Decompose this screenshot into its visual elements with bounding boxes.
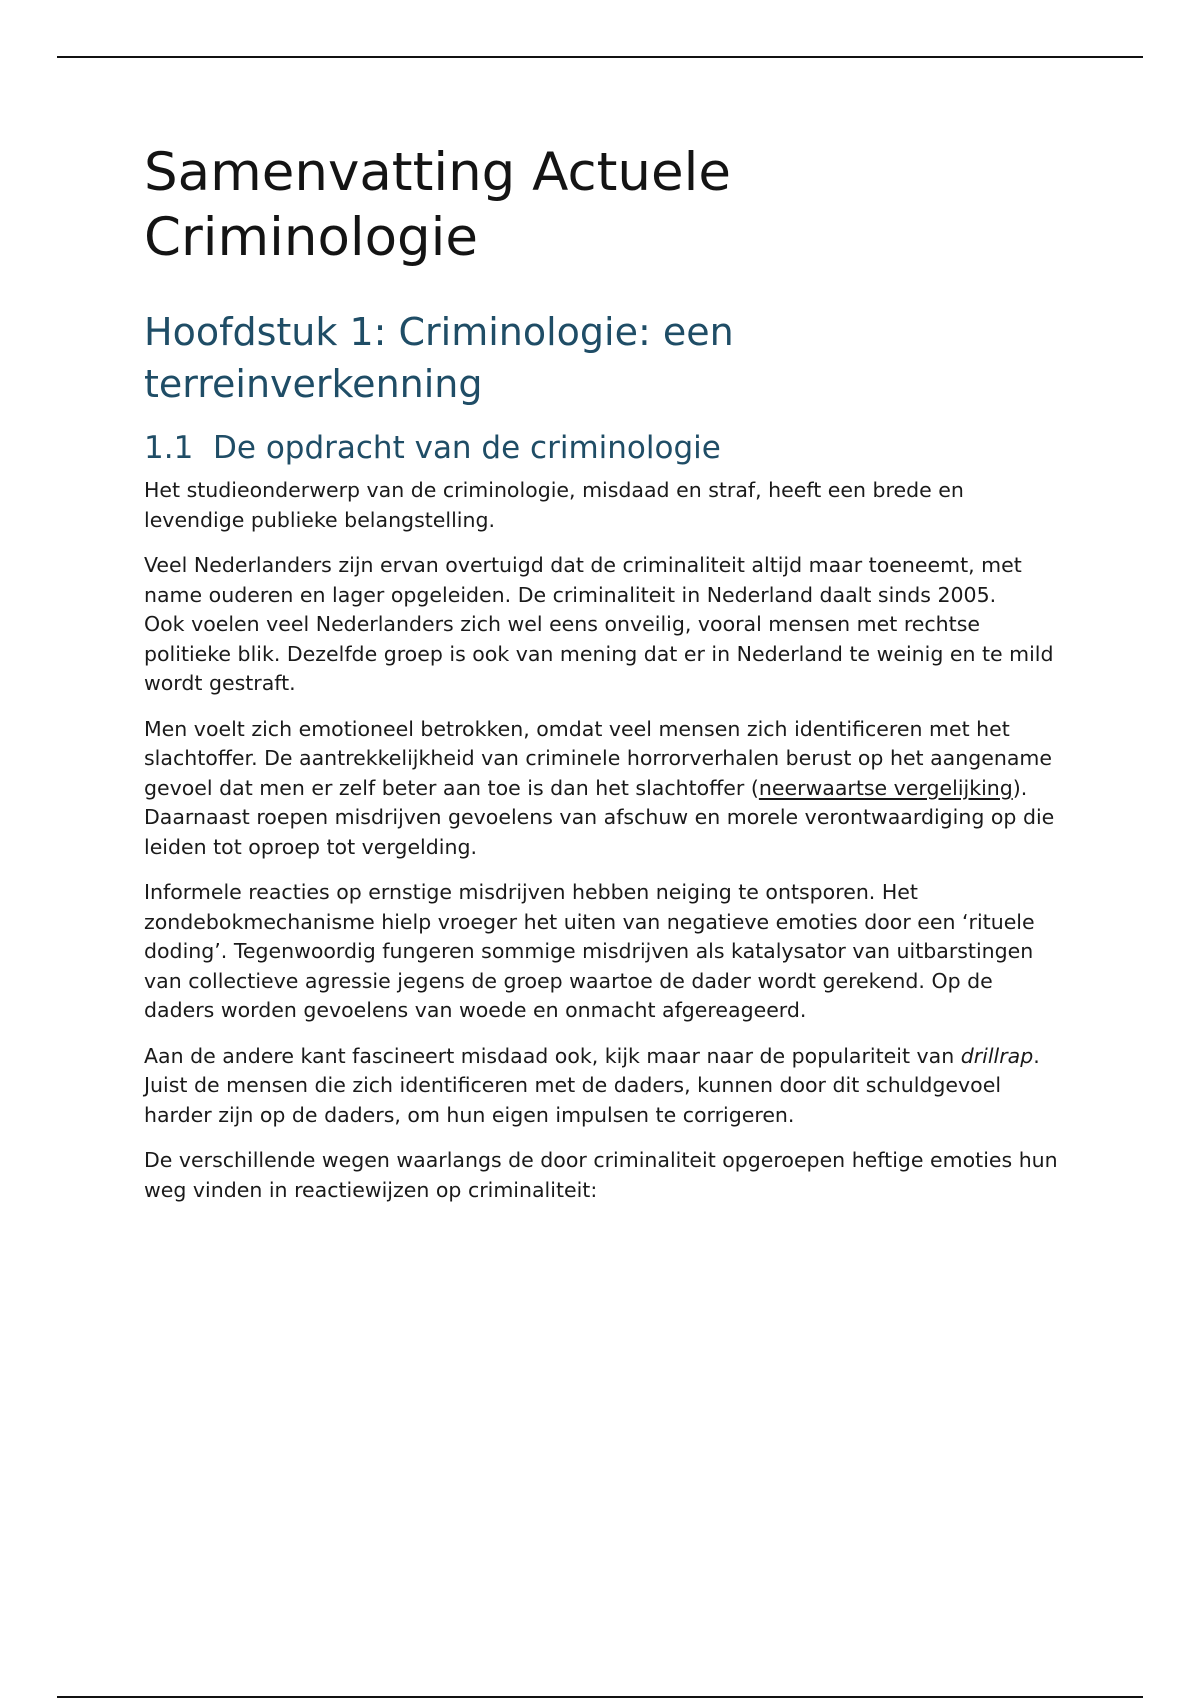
section-number: 1.1 <box>144 430 194 466</box>
footer-rule <box>57 1696 1143 1698</box>
paragraph-5 <box>144 1042 1064 1131</box>
section-heading <box>144 428 1064 468</box>
paragraph-6: De verschillende wegen waarlangs de door criminaliteit opgeroepen heftige emoties hun weg vinden in reactiewijzen op criminaliteit: <box>144 1148 1058 1202</box>
paragraph-3-part-b: Daarnaast roepen misdrijven gevoelens van afschuw en morele verontwaardiging op die leiden tot oproep tot vergelding. <box>144 805 1055 859</box>
document-title-line2: Criminologie <box>144 207 479 268</box>
italic-term: drillrap <box>960 1043 1034 1068</box>
underlined-term: neerwaartse vergelijking <box>758 775 1013 800</box>
section-title: De opdracht van de criminologie <box>213 430 721 466</box>
paragraph-1: Het studieonderwerp van de criminologie, misdaad en straf, heeft een brede en levendige publieke belangstelling. <box>144 478 964 532</box>
header-rule <box>57 56 1143 58</box>
document-title-line1: Samenvatting Actuele <box>144 142 731 203</box>
chapter-heading <box>144 306 1064 410</box>
document-body <box>144 140 1064 1221</box>
paragraph-2 <box>144 551 1064 699</box>
paragraph-5-start: Aan de andere kant fascineert misdaad ook, kijk maar naar de populariteit van <box>144 1043 961 1068</box>
chapter-heading-line2: terreinverkenning <box>144 362 483 406</box>
paragraph-2-part-a: Veel Nederlanders zijn ervan overtuigd dat de criminaliteit altijd maar toeneemt, met name ouderen en lager opgeleiden. De criminaliteit in Nederland daalt sinds 2005. <box>144 553 1022 607</box>
paragraph-3-part-a-end: ). <box>1012 775 1028 800</box>
paragraph-3 <box>144 715 1064 863</box>
paragraph-2-part-b: Ook voelen veel Nederlanders zich wel eens onveilig, vooral mensen met rechtse politieke blik. Dezelfde groep is ook van mening dat er in Nederland te weinig en te mild wordt gestraft. <box>144 612 1054 695</box>
chapter-heading-line1: Hoofdstuk 1: Criminologie: een <box>144 310 734 354</box>
document-title <box>144 140 1064 270</box>
paragraph-3-part-a: Men voelt zich emotioneel betrokken, omdat veel mensen zich identificeren met het slachtoffer. De aantrekkelijkheid van criminele horrorverhalen berust op het aangename gevoel dat men er zelf beter aan toe is dan het slachtoffer ( <box>144 716 1052 800</box>
paragraph-4: Informele reacties op ernstige misdrijven hebben neiging te ontsporen. Het zondebokmechanisme hielp vroeger het uiten van negatieve emoties door een ‘rituele doding’. Tegenwoordig fungeren sommige misdrijven als katalysator van uitbarstingen van collectieve agressie jegens de groep waartoe de dader wordt gerekend. Op de daders worden gevoelens van woede en onmacht afgereageerd. <box>144 880 1035 1022</box>
paragraph-5-end: . Juist de mensen die zich identificeren met de daders, kunnen door dit schuldgevoel harder zijn op de daders, om hun eigen impulsen te corrigeren. <box>144 1043 1040 1127</box>
